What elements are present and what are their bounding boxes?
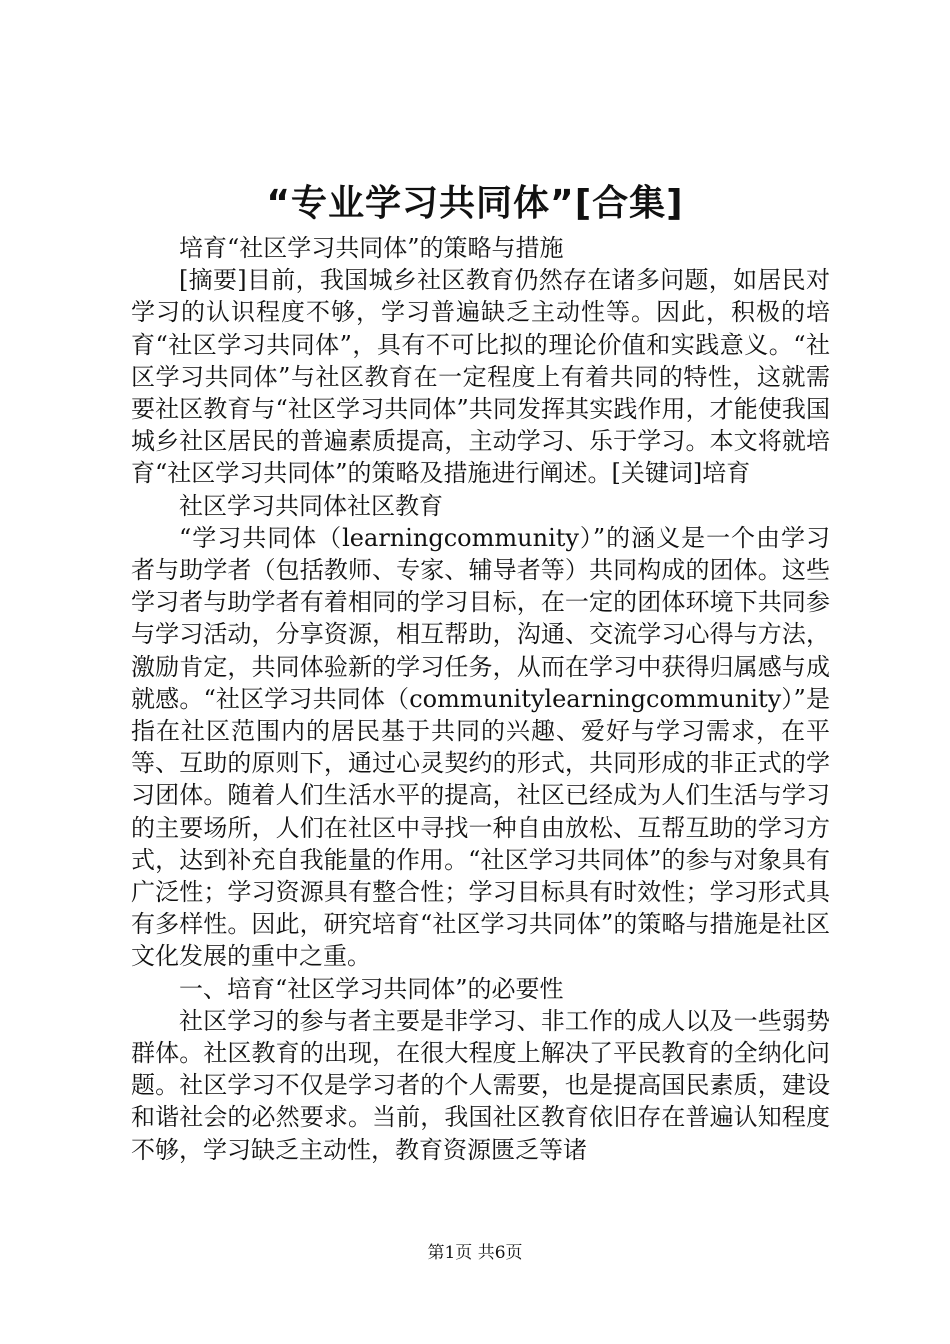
- body-paragraph: “学习共同体（learningcommunity）”的涵义是一个由学习者与助学者（包括教师、专家、辅导者等）共同构成的团体。这些学习者与助学者有着相同的学习目标，在一定的团体环境下共同参与学习活动，分享资源，相互帮助，沟通、交流学习心得与方法，激励肯定，共同体验新的学习任务，从而在学习中获得归属感与成就感。“社区学习共同体（communitylearningcommunity）”是指在社区范围内的居民基于共同的兴趣、爱好与学习需求，在平等、互助的原则下，通过心灵契约的形式，共同形成的非正式的学习团体。随着人们生活水平的提高，社区已经成为人们生活与学习的主要场所，人们在社区中寻找一种自由放松、互帮互助的学习方式，达到补充自我能量的作用。“社区学习共同体”的参与对象具有广泛性；学习资源具有整合性；学习目标具有时效性；学习形式具有多样性。因此，研究培育“社区学习共同体”的策略与措施是社区文化发展的重中之重。: [131, 523, 830, 971]
- section-heading: 培育“社区学习共同体”的策略与措施: [179, 234, 564, 262]
- abstract-paragraph: [摘要]目前，我国城乡社区教育仍然存在诸多问题，如居民对学习的认识程度不够，学习普遍缺乏主动性等。因此，积极的培育“社区学习共同体”，具有不可比拟的理论价值和实践意义。“社区学习共同体”与社区教育在一定程度上有着共同的特性，这就需要社区教育与“社区学习共同体”共同发挥其实践作用，才能使我国城乡社区居民的普遍素质提高，主动学习、乐于学习。本文将就培育“社区学习共同体”的策略及措施进行阐述。[关键词]培育: [131, 266, 830, 488]
- page-number: 第1页 共6页: [427, 1243, 523, 1263]
- keywords-paragraph: 社区学习共同体社区教育: [179, 491, 443, 520]
- body-paragraph: 社区学习的参与者主要是非学习、非工作的成人以及一些弱势群体。社区教育的出现，在很大程度上解决了平民教育的全纳化问题。社区学习不仅是学习者的个人需要，也是提高国民素质，建设和谐社会的必然要求。当前，我国社区教育依旧存在普遍认知程度不够，学习缺乏主动性，教育资源匮乏等诸: [131, 1006, 830, 1164]
- document-body: [131, 232, 830, 1166]
- document-title: “专业学习共同体”[合集]: [266, 183, 684, 224]
- section-heading: 一、培育“社区学习共同体”的必要性: [179, 974, 564, 1003]
